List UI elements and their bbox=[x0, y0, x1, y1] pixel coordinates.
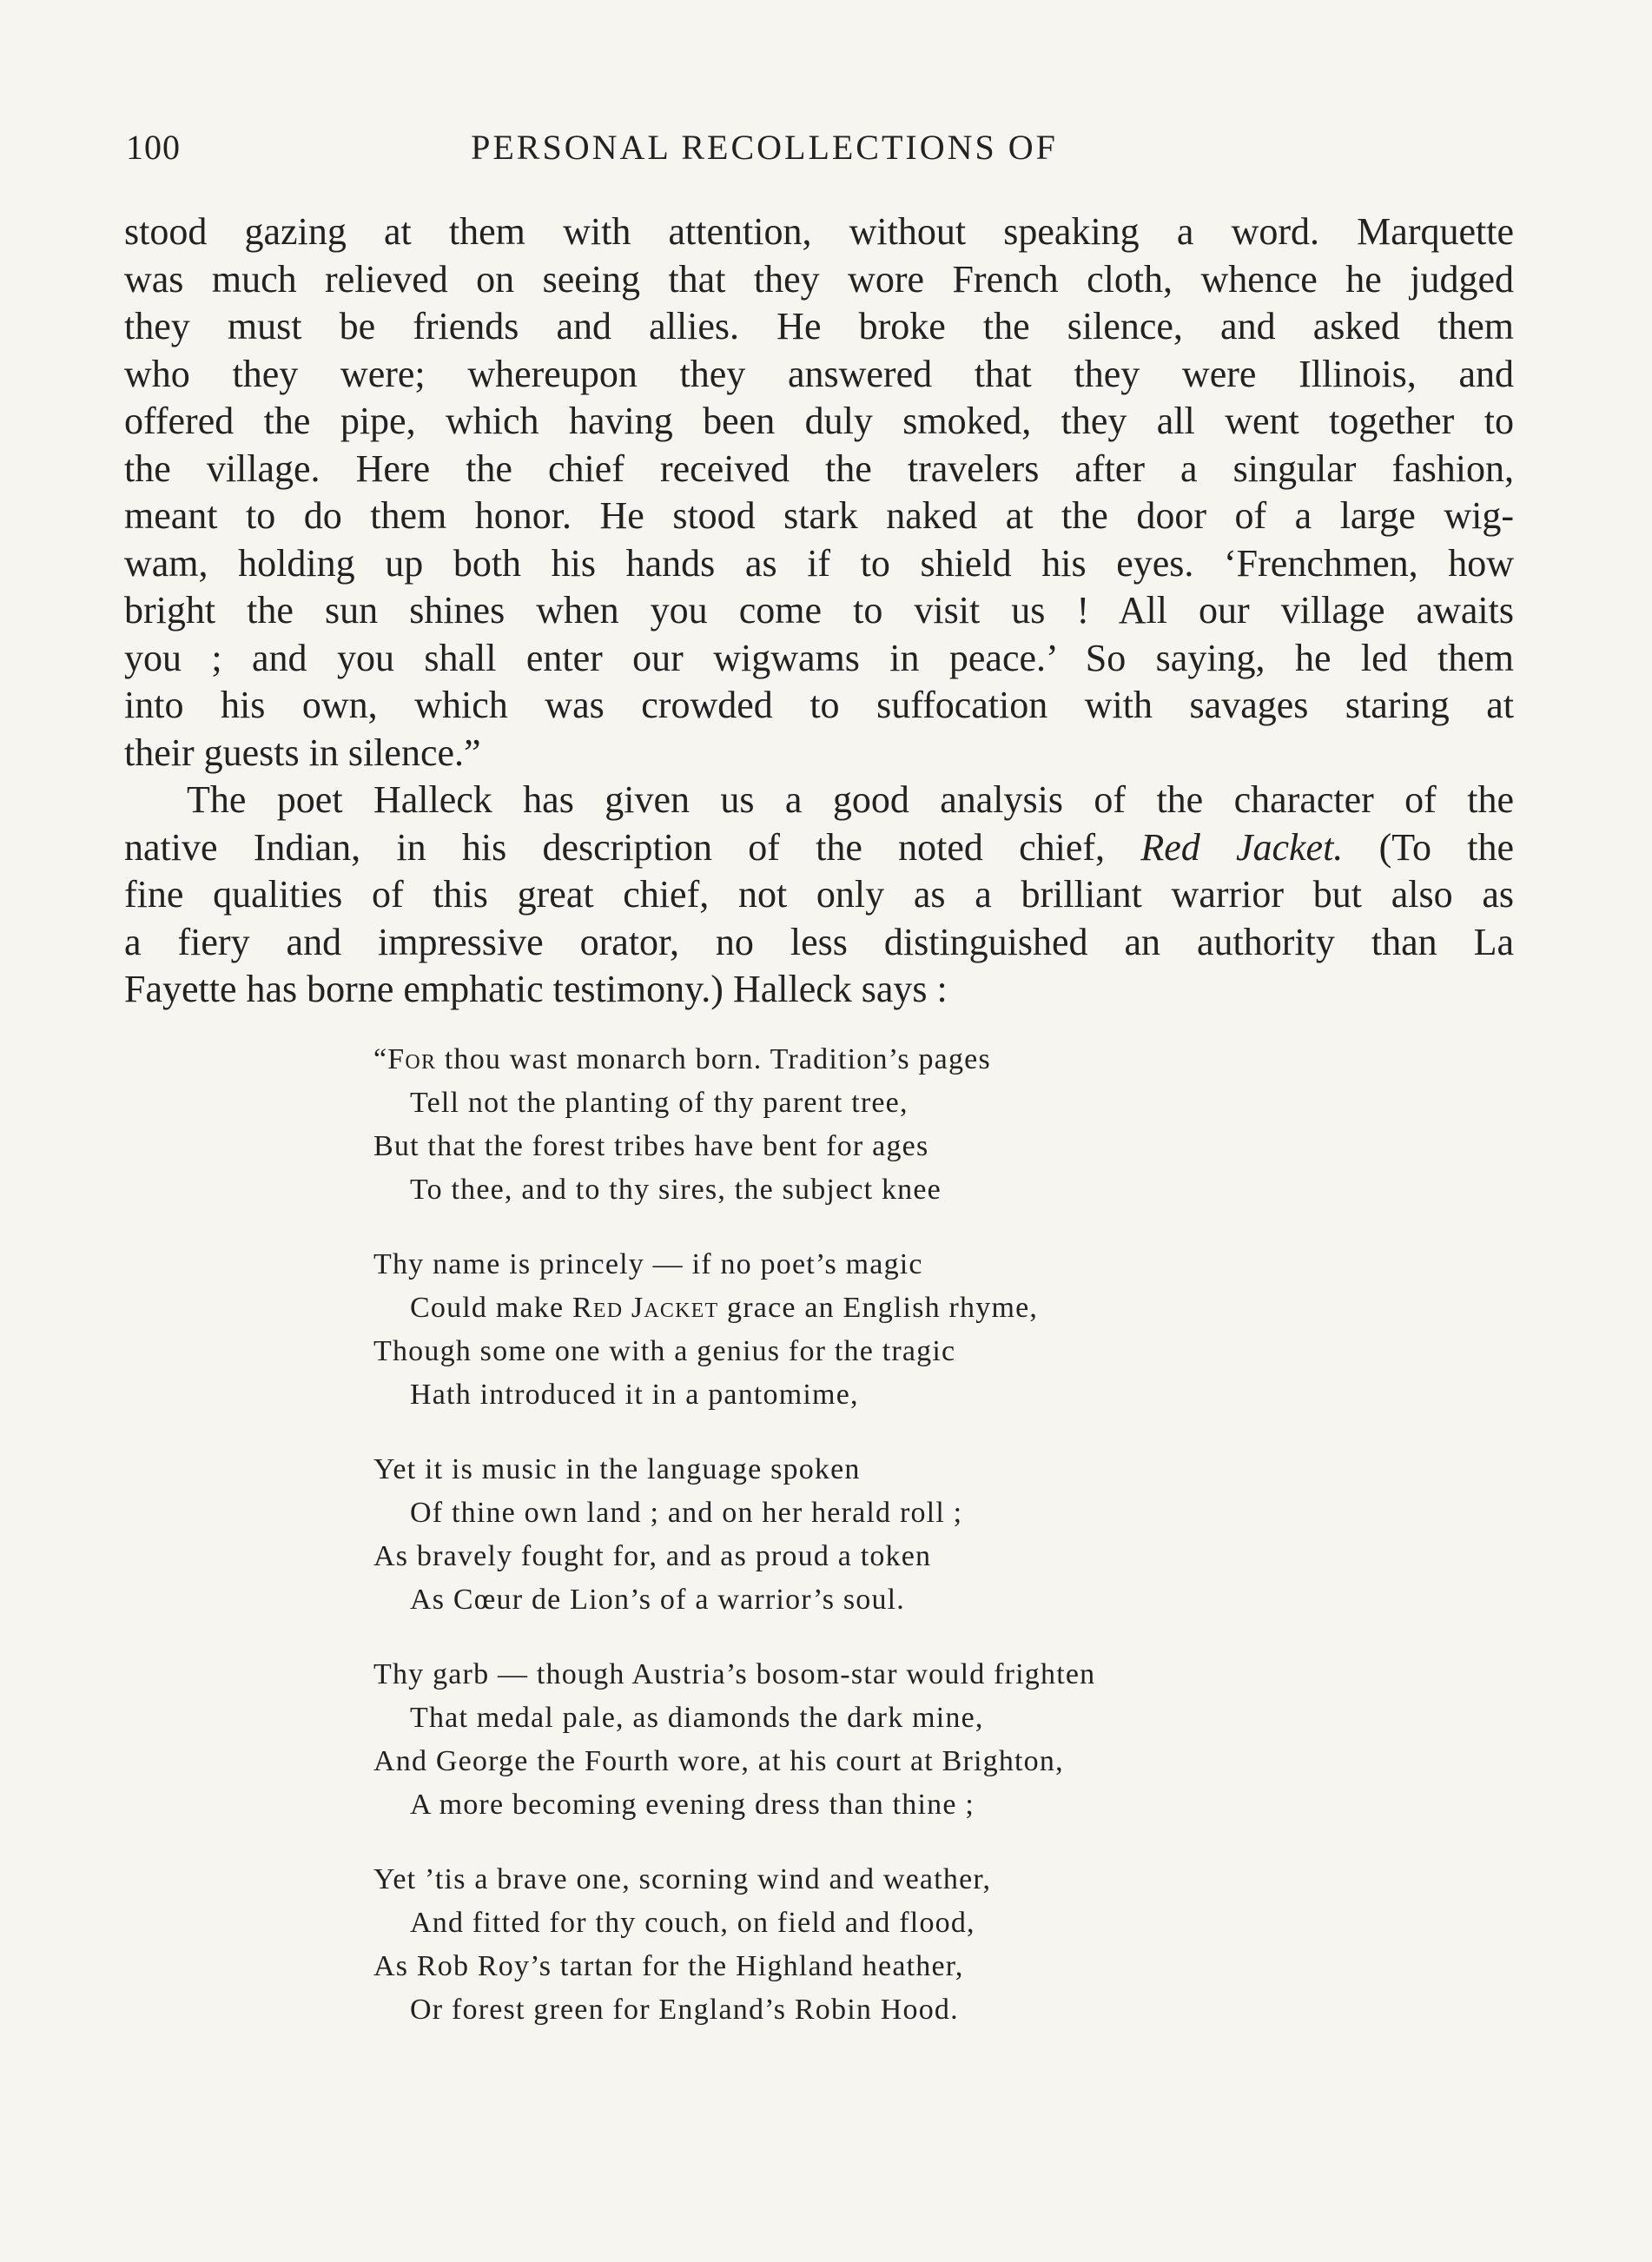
text-line: The poet Halleck has given us a good analysis of the character of the bbox=[187, 778, 1514, 821]
poem-line: As bravely fought for, and as proud a token bbox=[373, 1540, 932, 1572]
paragraph-quote-continuation bbox=[124, 208, 1514, 777]
text-line: into his own, which was crowded to suffocation with savages staring at bbox=[124, 684, 1514, 726]
text-line: offered the pipe, which having been duly smoked, they all went together to bbox=[124, 400, 1514, 442]
poem-line: Hath introduced it in a pantomime, bbox=[410, 1379, 859, 1411]
poem-stanza bbox=[373, 1448, 1372, 1622]
poem-line: Thy garb — though Austria’s bosom-star would frighten bbox=[373, 1658, 1096, 1690]
text-segment: thou wast monarch born. Tradition’s pages bbox=[436, 1043, 991, 1075]
text-line: meant to do them honor. He stood stark naked at the door of a large wig- bbox=[124, 494, 1514, 537]
small-caps-word: For bbox=[387, 1043, 437, 1075]
running-title: PERSONAL RECOLLECTIONS OF bbox=[471, 128, 1058, 167]
text-line: their guests in silence.” bbox=[124, 731, 481, 774]
poem-line: A more becoming evening dress than thine ; bbox=[410, 1789, 975, 1821]
poem-stanza bbox=[373, 1858, 1372, 2032]
text-segment: Could make bbox=[410, 1292, 572, 1324]
text-segment: native Indian, in his description of the noted chief, bbox=[124, 825, 1106, 869]
small-caps-name: Red Jacket bbox=[572, 1292, 719, 1324]
text-line: fine qualities of this great chief, not only as a brilliant warrior but also as bbox=[124, 873, 1514, 916]
prose-body bbox=[124, 208, 1514, 1014]
poem-line: Of thine own land ; and on her herald roll ; bbox=[410, 1497, 963, 1529]
page-number: 100 bbox=[126, 128, 181, 167]
text-line: stood gazing at them with attention, without speaking a word. Marquette bbox=[124, 210, 1514, 253]
poem-line: To thee, and to thy sires, the subject knee bbox=[410, 1174, 942, 1206]
text-line: you ; and you shall enter our wigwams in peace.’ So saying, he led them bbox=[124, 636, 1514, 679]
poem-line bbox=[373, 1286, 1372, 1330]
poem-line: As Cœur de Lion’s of a warrior’s soul. bbox=[410, 1584, 906, 1616]
text-line: was much relieved on seeing that they wore French cloth, whence he judged bbox=[124, 257, 1514, 301]
text-line: wam, holding up both his hands as if to shield his eyes. ‘Frenchmen, how bbox=[124, 541, 1514, 585]
poem-block bbox=[373, 1038, 1372, 2063]
poem-line: Thy name is princely — if no poet’s magic bbox=[373, 1248, 923, 1280]
poem-line: As Rob Roy’s tartan for the Highland heather, bbox=[373, 1950, 964, 1982]
poem-stanza bbox=[373, 1243, 1372, 1417]
poem-line: And George the Fourth wore, at his court at Brighton, bbox=[373, 1745, 1064, 1777]
running-head bbox=[126, 127, 1403, 179]
text-segment: (To the bbox=[1378, 825, 1515, 869]
poem-line: Yet it is music in the language spoken bbox=[373, 1453, 861, 1485]
poem-line: Tell not the planting of thy parent tree, bbox=[410, 1087, 909, 1119]
poem-line: Yet ’tis a brave one, scorning wind and weather, bbox=[373, 1863, 992, 1895]
poem-stanza bbox=[373, 1653, 1372, 1827]
text-line: the village. Here the chief received the travelers after a singular fashion, bbox=[124, 446, 1514, 490]
text-line bbox=[124, 824, 1514, 872]
text-segment: grace an English rhyme, bbox=[718, 1292, 1039, 1324]
text-line: a fiery and impressive orator, no less distinguished an authority than La bbox=[124, 920, 1514, 963]
open-quote: “ bbox=[373, 1043, 388, 1075]
poem-line: And fitted for thy couch, on field and flood, bbox=[410, 1907, 975, 1939]
paragraph-halleck bbox=[124, 777, 1514, 1014]
poem-stanza bbox=[373, 1038, 1372, 1212]
poem-line: That medal pale, as diamonds the dark mine, bbox=[410, 1702, 984, 1734]
text-line: bright the sun shines when you come to visit us ! All our village awaits bbox=[124, 589, 1514, 632]
red-jacket-name: Red Jacket. bbox=[1140, 825, 1344, 869]
text-line: Fayette has borne emphatic testimony.) Halleck says : bbox=[124, 968, 948, 1010]
poem-line bbox=[373, 1038, 1372, 1081]
text-line: they must be friends and allies. He broke the silence, and asked them bbox=[124, 305, 1514, 347]
text-line: who they were; whereupon they answered that they were Illinois, and bbox=[124, 352, 1514, 395]
poem-line: But that the forest tribes have bent for ages bbox=[373, 1130, 929, 1162]
poem-line: Though some one with a genius for the tragic bbox=[373, 1335, 956, 1367]
poem-line: Or forest green for England’s Robin Hood. bbox=[410, 1994, 959, 2026]
